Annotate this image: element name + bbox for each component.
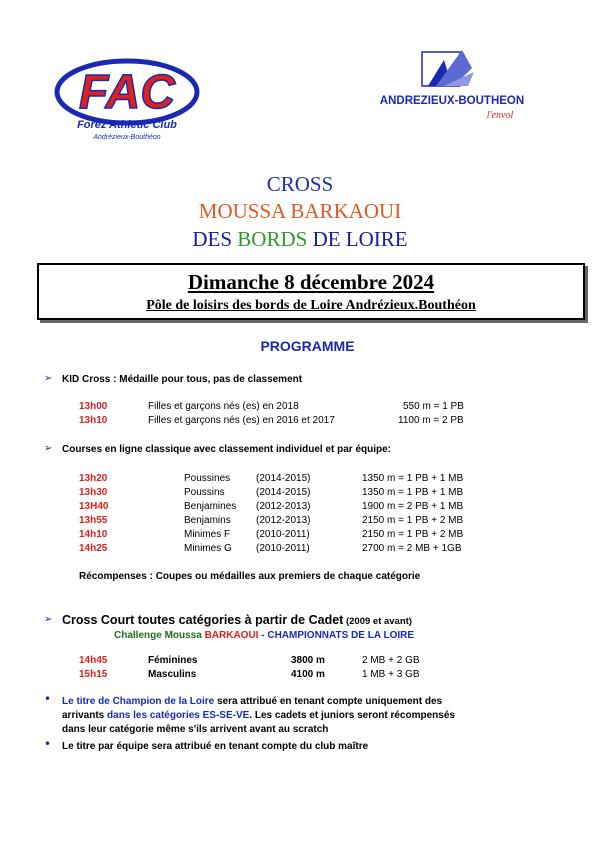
note-champion-rest: sera attribué en tenant compte uniquement des xyxy=(214,696,443,707)
classic-row-time: 13h20 xyxy=(79,473,108,484)
bullet-dot-icon: • xyxy=(44,737,52,751)
court-heading xyxy=(62,613,412,627)
classic-row-category: Poussines xyxy=(184,473,231,484)
note-champion-line2 xyxy=(62,710,455,721)
note-categories: dans les catégories ES-SE-VE xyxy=(107,710,250,721)
court-heading-note: (2009 et avant) xyxy=(343,616,412,627)
classic-row-time: 14h25 xyxy=(79,543,108,554)
classic-row-years: (2014-2015) xyxy=(256,487,311,498)
court-row-distance: 3800 m xyxy=(291,655,325,666)
arrow-bullet-icon: ➢ xyxy=(44,373,53,384)
challenge-championnats: - CHAMPIONNATS DE LA LOIRE xyxy=(258,630,415,641)
classic-row-time: 13h55 xyxy=(79,515,108,526)
note-champion-line1 xyxy=(62,696,442,707)
classic-row-distance: 2700 m = 2 MB + 1GB xyxy=(362,543,462,554)
kid-heading xyxy=(62,374,302,385)
title-de-loire: DE LOIRE xyxy=(307,227,408,251)
arrow-bullet-icon: ➢ xyxy=(44,614,53,625)
court-heading-text: Cross Court toutes catégories à partir de Cadet xyxy=(62,613,344,627)
title-name: MOUSSA BARKAOUI xyxy=(198,199,402,223)
court-row-distance: 4100 m xyxy=(291,669,325,680)
ab-logo-tagline: l'envol xyxy=(486,110,514,121)
court-row-category: Masculins xyxy=(148,669,197,680)
classic-row-category: Minimes G xyxy=(184,543,232,554)
classic-row-distance: 2150 m = 1 PB + 2 MB xyxy=(362,529,464,540)
kid-heading-rest: : Médaille pour tous, pas de classement xyxy=(110,374,303,385)
note-team-title: Le titre par équipe sera attribué en tenant compte du club maître xyxy=(62,741,369,752)
fac-logo-name: Forez Athletic Club xyxy=(77,119,177,131)
classic-row-category: Benjamins xyxy=(184,515,231,526)
classic-row-years: (2012-2013) xyxy=(256,501,311,512)
challenge-moussa: Challenge Moussa xyxy=(114,630,205,641)
kid-heading-bold: KID Cross xyxy=(62,374,111,385)
challenge-barkaoui: BARKAOUI xyxy=(204,630,259,641)
kid-row-distance: 1100 m = 2 PB xyxy=(398,415,464,426)
classic-row-time: 13h30 xyxy=(79,487,108,498)
title-des: DES xyxy=(192,227,238,251)
classic-row-years: (2014-2015) xyxy=(256,473,311,484)
classic-row-distance: 1350 m = 1 PB + 1 MB xyxy=(362,473,464,484)
title-bords: BORDS xyxy=(237,227,308,251)
court-row-pb: 2 MB + 2 GB xyxy=(362,655,420,666)
event-date: Dimanche 8 décembre 2024 xyxy=(187,270,435,294)
programme-heading: PROGRAMME xyxy=(260,338,355,354)
note-arrivants: arrivants xyxy=(62,710,108,721)
kid-row-label: Filles et garçons nés (es) en 2016 et 2017 xyxy=(148,415,335,426)
note-champion-line3: dans leur catégorie même s'ils arrivent avant au scratch xyxy=(62,724,329,735)
event-place: Pôle de loisirs des bords de Loire Andrézieux.Bouthéon xyxy=(146,298,476,313)
court-row-time: 15h15 xyxy=(79,669,108,680)
arrow-bullet-icon: ➢ xyxy=(44,443,53,454)
classic-row-category: Poussins xyxy=(184,487,225,498)
andrezieux-boutheon-logo xyxy=(372,46,532,128)
title-bords-de-loire xyxy=(0,227,595,252)
classic-row-years: (2010-2011) xyxy=(256,543,310,554)
classic-row-category: Minimes F xyxy=(184,529,231,540)
kid-row-time: 13h00 xyxy=(79,401,108,412)
classic-row-category: Benjamines xyxy=(184,501,237,512)
fac-logo-mark: FAC xyxy=(79,66,175,119)
kid-row-label: Filles et garçons nés (es) en 2018 xyxy=(148,401,299,412)
note-champion-title: Le titre de Champion de la Loire xyxy=(62,696,215,707)
classic-row-years: (2010-2011) xyxy=(256,529,310,540)
date-box xyxy=(37,263,585,320)
classic-row-time: 13H40 xyxy=(79,501,109,512)
challenge-line xyxy=(114,630,414,641)
rewards-note: Récompenses : Coupes ou médailles aux premiers de chaque catégorie xyxy=(79,571,421,582)
bullet-dot-icon: • xyxy=(44,692,52,706)
classic-row-years: (2012-2013) xyxy=(256,515,311,526)
court-row-category: Féminines xyxy=(148,655,198,666)
classic-row-distance: 1350 m = 1 PB + 1 MB xyxy=(362,487,464,498)
fac-logo xyxy=(52,52,202,144)
note-cadets: . Les cadets et juniors seront récompensés xyxy=(249,710,455,721)
classic-heading: Courses en ligne classique avec classement individuel et par équipe: xyxy=(62,444,392,455)
court-row-pb: 1 MB + 3 GB xyxy=(362,669,420,680)
classic-row-time: 14h10 xyxy=(79,529,108,540)
kid-row-distance: 550 m = 1 PB xyxy=(403,401,464,412)
fac-logo-place: Andrézieux-Bouthéon xyxy=(93,134,161,141)
classic-row-distance: 2150 m = 1 PB + 2 MB xyxy=(362,515,464,526)
court-row-time: 14h45 xyxy=(79,655,108,666)
ab-logo-name: ANDREZIEUX-BOUTHEON xyxy=(379,95,525,107)
classic-row-distance: 1900 m = 2 PB + 1 MB xyxy=(362,501,464,512)
title-cross: CROSS xyxy=(266,172,334,196)
kid-row-time: 13h10 xyxy=(79,415,108,426)
